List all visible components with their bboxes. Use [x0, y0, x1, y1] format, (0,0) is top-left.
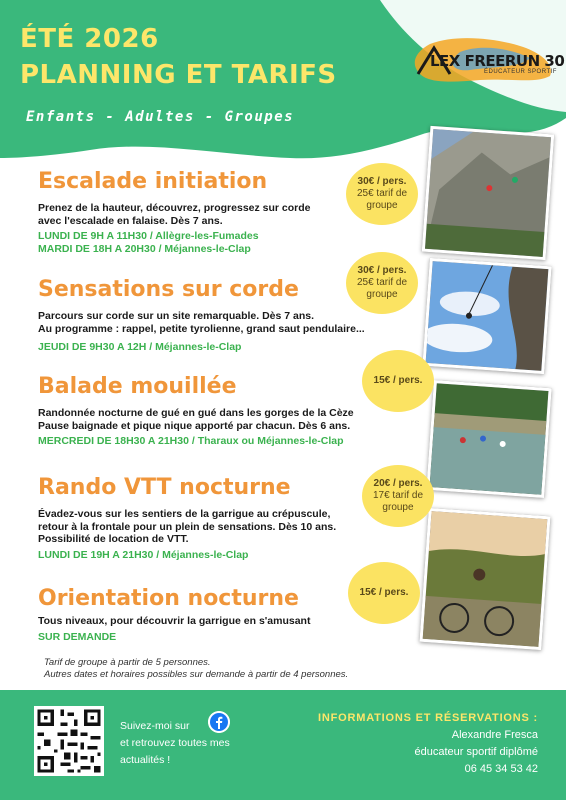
page-title-line1: ÉTÉ 2026: [20, 24, 159, 54]
contact-role: éducateur sportif diplômé: [414, 746, 538, 758]
activity-description: Prenez de la hauteur, découvrez, progressez sur corde avec l'escalade en falaise. Dès 7 ans.: [38, 202, 311, 227]
activity-title: Sensations sur corde: [38, 277, 299, 302]
qr-code[interactable]: [34, 706, 104, 776]
pricing-notes: Tarif de groupe à partir de 5 personnes. Autres dates et horaires possibles sur demande à partir de 4 personnes.: [44, 657, 349, 680]
activity-description: Évadez-vous sur les sentiers de la garrigue au crépuscule, retour à la frontale pour un plein de sensations. Dès 10 ans. Possibilité de location de VTT.: [38, 508, 337, 545]
contact-name: Alexandre Fresca: [451, 729, 538, 741]
activity-schedule: MERCREDI DE 18H30 A 21H30 / Tharaux ou Méjannes-le-Clap: [38, 435, 344, 447]
activity-title: Balade mouillée: [38, 374, 237, 399]
social-text: Suivez-moi sur et retrouvez toutes mes actualités !: [120, 720, 230, 766]
photo-vtt: [419, 508, 550, 650]
activity-orientation: [38, 585, 383, 643]
facebook-icon[interactable]: [208, 711, 230, 733]
photo-river: [426, 380, 551, 498]
activity-balade-mouillee: [38, 373, 383, 448]
page-title-line2: PLANNING ET TARIFS: [20, 60, 337, 90]
contact-phone[interactable]: 06 45 34 53 42: [464, 763, 538, 775]
activity-title: Orientation nocturne: [38, 586, 299, 611]
activity-description: Tous niveaux, pour découvrir la garrigue en s'amusant: [38, 615, 311, 627]
price-badge-vtt: 20€ / pers. 17€ tarif de groupe: [362, 465, 434, 527]
logo-tagline: ÉDUCATEUR SPORTIF: [484, 69, 557, 75]
price-badge-balade: 15€ / pers.: [362, 350, 434, 412]
activity-schedule: SUR DEMANDE: [38, 630, 117, 643]
activity-rando-vtt: [38, 474, 383, 561]
activity-title: Escalade initiation: [38, 169, 268, 194]
price-badge-sensations: 30€ / pers. 25€ tarif de groupe: [346, 252, 418, 314]
photo-climbing: [422, 126, 554, 260]
activity-schedule: LUNDI DE 19H A 21H30 / Méjannes-le-Clap: [38, 548, 249, 561]
activity-schedule: LUNDI DE 9H A 11H30 / Allègre-les-Fumades MARDI DE 18H A 20H30 / Méjannes-le-Clap: [38, 230, 259, 255]
contact-title: INFORMATIONS ET RÉSERVATIONS :: [318, 712, 538, 724]
page-subtitle: Enfants - Adultes - Groupes: [26, 109, 295, 125]
photo-rope: [422, 258, 551, 374]
price-badge-escalade: 30€ / pers. 25€ tarif de groupe: [346, 163, 418, 225]
price-badge-orientation: 15€ / pers.: [348, 562, 420, 624]
contact-info: [318, 710, 538, 778]
activity-sensations-corde: [38, 276, 383, 354]
activity-title: Rando VTT nocturne: [38, 475, 291, 500]
logo-name: LEX FREERUN 30: [430, 52, 565, 70]
activity-schedule: JEUDI DE 9H30 A 12H / Méjannes-le-Clap: [38, 341, 242, 353]
activity-description: Parcours sur corde sur un site remarquable. Dès 7 ans. Au programme : rappel, petite tyrolienne, grand saut pendulaire...: [38, 310, 365, 335]
activity-description: Randonnée nocturne de gué en gué dans les gorges de la Cèze Pause baignade et pique nique apporté par chacun. Dès 6 ans.: [38, 407, 354, 432]
activity-escalade: [38, 168, 383, 255]
